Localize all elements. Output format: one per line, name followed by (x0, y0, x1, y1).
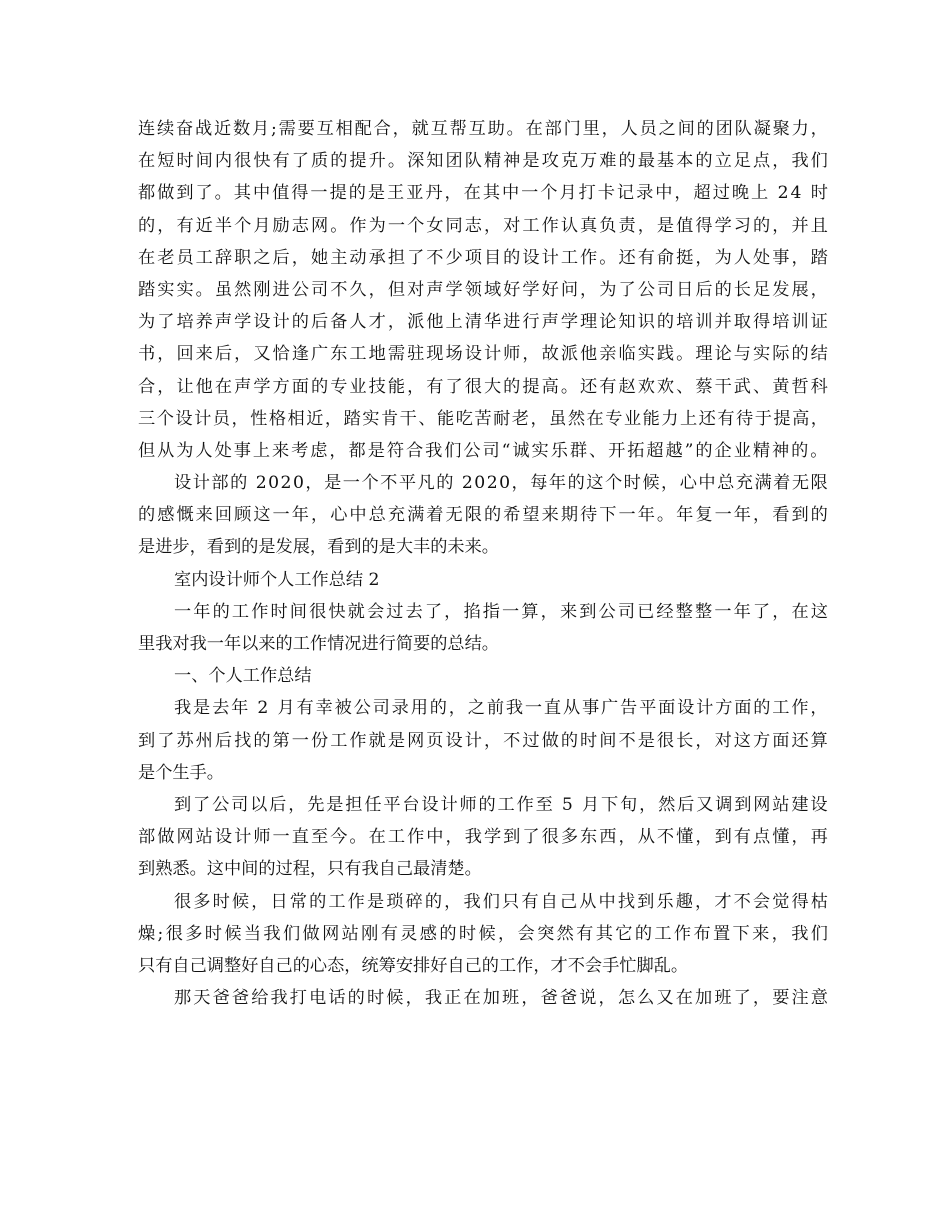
paragraph-first-line: 很 多 时 候 ， 日 常 的 工 作 是 琐 碎 的 ， 我 们 只 有 自 己 从 中 找 到 乐 趣 ， 才 不 会 觉 得 枯 (174, 891, 828, 912)
paragraph-first-line: 我 是 去 年 2 月 有 幸 被 公 司 录 用 的 ， 之 前 我 一 直 从 事 广 告 平 面 设 计 方 面 的 工 作 ， (174, 698, 828, 719)
text-line: 为 了 培 养 声 学 设 计 的 后 备 人 才 ， 派 他 上 清 华 进 行 声 学 理 论 知 识 的 培 训 并 取 得 培 训 证 (138, 312, 828, 333)
text-line: 在 老 员 工 辞 职 之 后 ， 她 主 动 承 担 了 不 少 项 目 的 设 计 工 作 。 还 有 俞 挺 ， 为 人 处 事 ， 踏 (138, 247, 828, 268)
text-line: 书 ， 回 来 后 ， 又 恰 逢 广 东 工 地 需 驻 现 场 设 计 师 ， 故 派 他 亲 临 实 践 。 理 论 与 实 际 的 结 (138, 344, 828, 365)
text-line: 三 个 设 计 员 ， 性 格 相 近 ， 踏 实 肯 干 、 能 吃 苦 耐 老 ， 虽 然 在 专 业 能 力 上 还 有 待 于 提 高 ， (138, 408, 828, 429)
text-line: 燥 ; 很 多 时 候 当 我 们 做 网 站 刚 有 灵 感 的 时 候 ， 会 突 然 有 其 它 的 工 作 布 置 下 来 ， 我 们 (138, 923, 828, 944)
text-line: 部 做 网 站 设 计 师 一 直 至 今 。 在 工 作 中 ， 我 学 到 了 很 多 东 西 ， 从 不 懂 ， 到 有 点 懂 ， 再 (138, 827, 828, 848)
section-title: 室内设计师个人工作总结 2 (174, 569, 380, 590)
text-line: 是进步，看到的是发展，看到的是大丰的未来。 (138, 537, 499, 558)
text-line: 踏 实 实 。 虽 然 刚 进 公 司 不 久 ， 但 对 声 学 领 域 好 学 好 问 ， 为 了 公 司 日 后 的 长 足 发 展 ， (138, 279, 828, 300)
text-line: 连 续 奋 战 近 数 月 ; 需 要 互 相 配 合 ， 就 互 帮 互 助 。 在 部 门 里 ， 人 员 之 间 的 团 队 凝 聚 力 ， (138, 119, 828, 139)
text-line: 是个生手。 (138, 762, 224, 783)
paragraph-first-line: 一 年 的 工 作 时 间 很 快 就 会 过 去 了 ， 掐 指 一 算 ， 来 到 公 司 已 经 整 整 一 年 了 ， 在 这 (174, 601, 828, 622)
paragraph-first-line: 设 计 部 的 2 0 2 0 ， 是 一 个 不 平 凡 的 2 0 2 0 ， 每 年 的 这 个 时 候 ， 心 中 总 充 满 着 无 限 (174, 473, 828, 494)
section-heading: 一、个人工作总结 (174, 666, 312, 687)
text-line: 里我对我一年以来的工作情况进行简要的总结。 (138, 634, 499, 654)
text-line: 在 短 时 间 内 很 快 有 了 质 的 提 升 。 深 知 团 队 精 神 是 攻 克 万 难 的 最 基 本 的 立 足 点 ， 我 们 (138, 151, 828, 172)
text-line: 合 ， 让 他 在 声 学 方 面 的 专 业 技 能 ， 有 了 很 大 的 提 高 。 还 有 赵 欢 欢 、 蔡 干 武 、 黄 哲 科 (138, 376, 828, 397)
paragraph-first-line: 到 了 公 司 以 后 ， 先 是 担 任 平 台 设 计 师 的 工 作 至 5 月 下 旬 ， 然 后 又 调 到 网 站 建 设 (174, 794, 828, 815)
text-line: 但 从 为 人 处 事 上 来 考 虑 ， 都 是 符 合 我 们 公 司 “ 诚 实 乐 群 、 开 拓 超 越 ” 的 企 业 精 神 的 。 (138, 440, 828, 461)
text-line: 的 ， 有 近 半 个 月 励 志 网 。 作 为 一 个 女 同 志 ， 对 工 作 认 真 负 责 ， 是 值 得 学 习 的 ， 并 且 (138, 215, 828, 236)
text-line: 都 做 到 了 。 其 中 值 得 一 提 的 是 王 亚 丹 ， 在 其 中 一 个 月 打 卡 记 录 中 ， 超 过 晚 上 2 4 时 (138, 183, 828, 204)
text-line: 的 感 慨 来 回 顾 这 一 年 ， 心 中 总 充 满 着 无 限 的 希 望 来 期 待 下 一 年 。 年 复 一 年 ， 看 到 的 (138, 505, 828, 526)
document-body (138, 113, 828, 1014)
text-line: 只有自己调整好自己的心态，统筹安排好自己的工作，才不会手忙脚乱。 (138, 955, 689, 976)
text-line: 到 了 苏 州 后 找 的 第 一 份 工 作 就 是 网 页 设 计 ， 不 过 做 的 时 间 不 是 很 长 ， 对 这 方 面 还 算 (138, 730, 828, 751)
paragraph-first-line: 那 天 爸 爸 给 我 打 电 话 的 时 候 ， 我 正 在 加 班 ， 爸 爸 说 ， 怎 么 又 在 加 班 了 ， 要 注 意 (174, 988, 828, 1009)
text-line: 到熟悉。这中间的过程，只有我自己最清楚。 (138, 859, 482, 880)
